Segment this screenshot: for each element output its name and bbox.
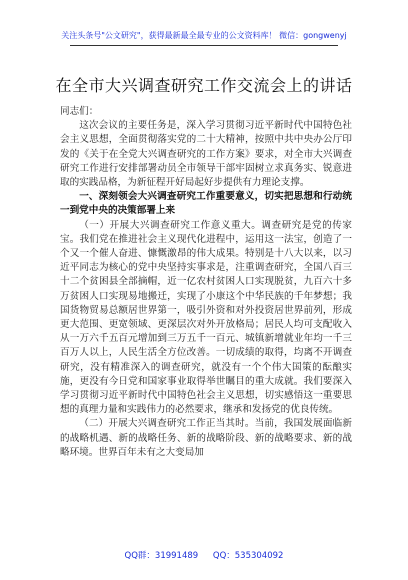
document-body — [60, 105, 352, 460]
greeting: 同志们： — [60, 106, 99, 117]
paragraph-2: （一）开展大兴调查研究工作意义重大。调查研究是党的传家宝。我们党在推进社会主义现代化进程中，运用这一法宝，创造了一个又一个催人奋进、慷慨激昂的伟大成果。特别是十八大以来，以习近平同志为核心的党中央坚持实事求是，注重调查研究，全国八百三十二个贫困县全部摘帽，近一亿农村贫困人口实现脱贫，九百六十多万贫困人口实现易地搬迁，实现了小康这个中华民族的千年梦想；我国货物贸易总额居世界第一，吸引外资和对外投资居世界前列，形成更大范围、更宽领域、更深层次对外开放格局；居民人均可支配收入从一万六千五百元增加到三万五千一百元、城镇新增就业年均一千三百万人以上，人民生活全方位改善。一切成绩的取得，均离不开调查研究，没有精准深入的调查研究，就没有一个个伟大国策的酝酿实施，更没有今日党和国家事业取得举世瞩目的重大成就。我们要深入学习贯彻习近平新时代中国特色社会主义思想，切实感悟这一重要思想的真理力量和实践伟力的必然要求，继承和发扬党的优良传统。 — [60, 219, 352, 416]
section-heading-1: 一、深刻领会大兴调查研究工作重要意义，切实把思想和行动统一到党中央的决策部署上来 — [60, 191, 352, 217]
header-banner: 关注头条号"公文研究"，获得最新最全最专业的公文资料库！ 微信：gongwenyj — [61, 31, 347, 40]
header-divider — [70, 45, 338, 46]
paragraph-1: 这次会议的主要任务是，深入学习贯彻习近平新时代中国特色社会主义思想，全面贯彻落实党的二十大精神，按照中共中央办公厅印发的《关于在全党大兴调查研究的工作方案》要求，对全市大兴调查研究工作进行安排部署动员全市领导干部牢固树立求真务实、锐意进取的实践品格，为新征程开好局起好步提供有力理论支撑。 — [60, 120, 352, 189]
paragraph-3: （二）开展大兴调查研究工作正当其时。当前，我国发展面临新的战略机遇、新的战略任务、新的战略阶段、新的战略要求、新的战略环境。世界百年未有之大变局加 — [60, 418, 352, 458]
footer-qq: QQ：535304092 — [212, 551, 284, 561]
footer-contact — [0, 549, 408, 561]
document-title: 在全市大兴调查研究工作交流会上的讲话 — [55, 76, 353, 95]
footer-qq-group: QQ群：31991489 — [124, 551, 199, 561]
